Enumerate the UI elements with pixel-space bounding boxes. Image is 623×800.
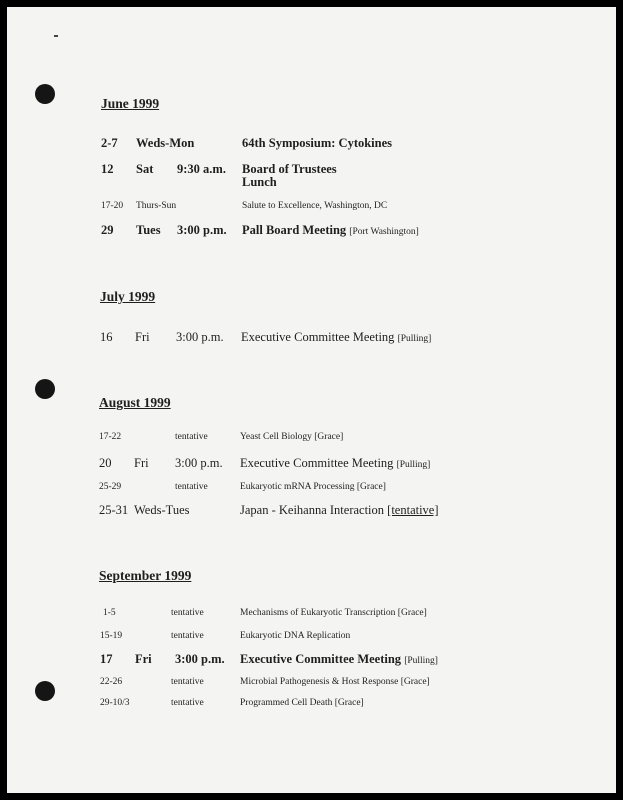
- july-row-1-time: 3:00 p.m.: [176, 330, 224, 344]
- august-row-2-date: 20: [99, 456, 112, 470]
- august-row-3-note: [Grace]: [356, 482, 386, 492]
- june-row-1-date: 2-7: [101, 136, 118, 150]
- june-row-4-time: 3:00 p.m.: [177, 223, 227, 237]
- september-row-3-event: Executive Committee Meeting [Pulling]: [240, 652, 438, 666]
- september-row-1-date: 1-5: [103, 608, 116, 618]
- august-row-4-date: 25-31: [99, 503, 129, 517]
- august-row-3-date: 25-29: [99, 482, 122, 492]
- june-row-3-event: Salute to Excellence, Washington, DC: [242, 201, 388, 211]
- june-row-4-date: 29: [101, 223, 114, 237]
- july-row-1-event: Executive Committee Meeting [Pulling]: [241, 330, 432, 344]
- section-heading-august: August 1999: [99, 395, 171, 410]
- september-row-5-note: [Grace]: [334, 698, 364, 708]
- june-row-1-day: Weds-Mon: [136, 136, 195, 150]
- september-row-3-time: 3:00 p.m.: [175, 652, 225, 666]
- june-row-4-event: Pall Board Meeting [Port Washington]: [242, 223, 419, 237]
- august-row-4-day: Weds-Tues: [134, 503, 190, 517]
- september-row-2-event: Eukaryotic DNA Replication: [240, 631, 351, 641]
- september-row-1-status: tentative: [171, 608, 204, 618]
- august-row-2-note: [Pulling]: [396, 460, 431, 470]
- june-row-2-date: 12: [101, 162, 114, 176]
- september-row-2-date: 15-19: [100, 631, 123, 641]
- september-row-5-date: 29-10/3: [100, 698, 130, 708]
- august-row-1-note: [Grace]: [314, 432, 344, 442]
- september-row-1-note: [Grace]: [397, 608, 427, 618]
- punch-hole: [35, 84, 55, 104]
- august-row-4-note: [tentative]: [387, 503, 439, 517]
- august-row-1-event: Yeast Cell Biology [Grace]: [240, 432, 344, 442]
- punch-hole: [35, 379, 55, 399]
- august-row-4-event: Japan - Keihanna Interaction [tentative]: [240, 503, 439, 517]
- june-row-1-event: 64th Symposium: Cytokines: [242, 136, 393, 150]
- section-heading-june: June 1999: [101, 96, 160, 111]
- section-heading-july: July 1999: [100, 289, 156, 304]
- july-row-1-day: Fri: [135, 330, 150, 344]
- july-row-1-note: [Pulling]: [397, 334, 432, 344]
- august-row-1-date: 17-22: [99, 432, 122, 442]
- june-row-2-event-cont: Lunch: [242, 175, 277, 189]
- august-row-3-event: Eukaryotic mRNA Processing [Grace]: [240, 482, 386, 492]
- section-heading-september: September 1999: [99, 568, 192, 583]
- june-row-4-note: [Port Washington]: [349, 227, 419, 237]
- september-row-3-note: [Pulling]: [404, 656, 438, 666]
- july-row-1-date: 16: [100, 330, 113, 344]
- punch-hole: [35, 681, 55, 701]
- august-row-2-day: Fri: [134, 456, 149, 470]
- june-row-2-time: 9:30 a.m.: [177, 162, 226, 176]
- september-row-3-day: Fri: [135, 652, 152, 666]
- stray-mark: [54, 35, 58, 37]
- june-row-2-event: Board of Trustees: [242, 162, 337, 176]
- september-row-4-date: 22-26: [100, 677, 123, 687]
- august-row-2-time: 3:00 p.m.: [175, 456, 223, 470]
- august-row-1-status: tentative: [175, 432, 208, 442]
- june-row-3-day: Thurs-Sun: [136, 201, 177, 211]
- june-row-4-day: Tues: [136, 223, 161, 237]
- september-row-5-event: Programmed Cell Death [Grace]: [240, 698, 364, 708]
- september-row-4-event: Microbial Pathogenesis & Host Response [Grace]: [240, 677, 430, 687]
- september-row-4-status: tentative: [171, 677, 204, 687]
- june-row-2-day: Sat: [136, 162, 154, 176]
- document-page: [7, 7, 616, 793]
- august-row-2-event: Executive Committee Meeting [Pulling]: [240, 456, 431, 470]
- june-row-3-date: 17-20: [101, 201, 124, 211]
- september-row-2-status: tentative: [171, 631, 204, 641]
- september-row-1-event: Mechanisms of Eukaryotic Transcription [Grace]: [240, 608, 427, 618]
- september-row-4-note: [Grace]: [400, 677, 430, 687]
- september-row-5-status: tentative: [171, 698, 204, 708]
- september-row-3-date: 17: [100, 652, 113, 666]
- august-row-3-status: tentative: [175, 482, 208, 492]
